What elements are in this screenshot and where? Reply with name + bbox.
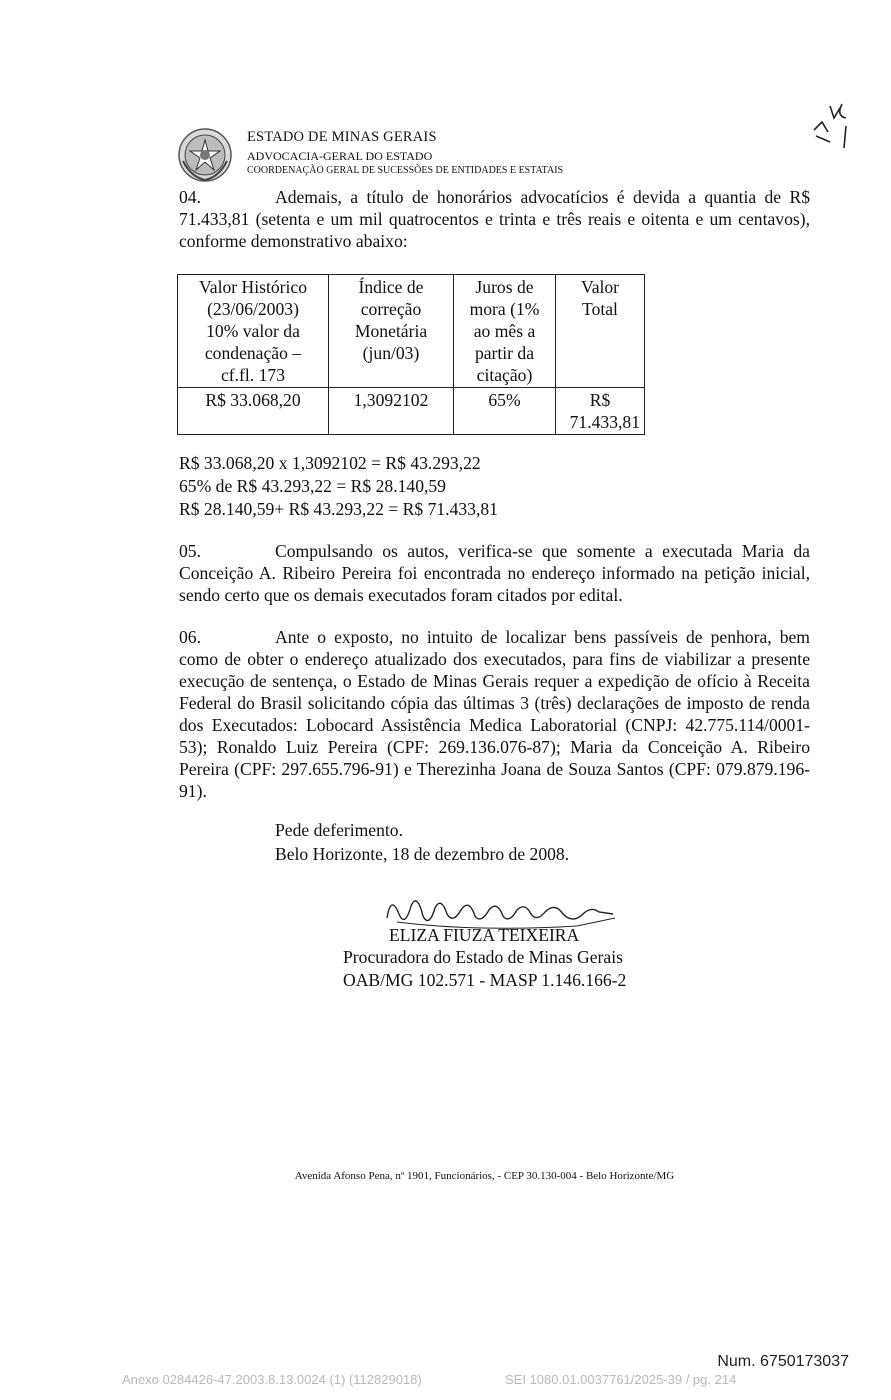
paragraph-06 bbox=[179, 626, 810, 802]
document-number-stamp: Num. 6750173037 bbox=[717, 1353, 849, 1370]
closing-request: Pede deferimento. bbox=[275, 820, 403, 840]
signatory-registration: OAB/MG 102.571 - MASP 1.146.166-2 bbox=[343, 970, 627, 990]
header-department-name: COORDENAÇÃO GERAL DE SUCESSÕES DE ENTIDADES E ESTATAIS bbox=[247, 165, 564, 176]
header-line: (jun/03) bbox=[362, 343, 420, 363]
signatory-name: ELIZA FIUZA TEIXEIRA bbox=[389, 925, 580, 945]
paragraph-number: 05. bbox=[179, 541, 201, 561]
table-cell-interest bbox=[454, 388, 556, 435]
table-header-cell bbox=[329, 275, 454, 388]
fee-calculation-table bbox=[177, 274, 645, 435]
paragraph-number: 04. bbox=[179, 187, 201, 207]
cell-line: 1,3092102 bbox=[353, 390, 429, 410]
table-header-row bbox=[178, 275, 645, 388]
sei-reference-stamp: SEI 1080.01.0037761/2025-39 / pg. 214 bbox=[505, 1372, 737, 1387]
header-line: Valor Histórico bbox=[199, 277, 307, 297]
handwritten-page-mark-icon bbox=[808, 96, 858, 152]
header-line: Índice de bbox=[358, 277, 424, 297]
cell-line: R$ bbox=[589, 390, 611, 410]
footer-address: Avenida Afonso Pena, nº 1901, Funcionários, - CEP 30.130-004 - Belo Horizonte/MG bbox=[294, 1170, 675, 1182]
paragraph-text: Ante o exposto, no intuito de localizar bens passíveis de penhora, bem como de obter o endereço atualizado dos executados, para fins de viabilizar a presente execução de sentença, o Estado de Minas Gerais requer a expedição de ofício à Receita Federal do Brasil solicitando cópia das últimas 3 (três) declarações de imposto de renda dos Executados: Lobocard Assistência Medica Laboratorial (CNPJ: 42.775.114/0001-53); Ronaldo Luiz Pereira (CPF: 269.136.076-87); Maria da Conceição A. Ribeiro Pereira (CPF: 297.655.796-91) e Therezinha Joana de Souza Santos (CPF: 079.879.196-91). bbox=[179, 627, 810, 801]
table-header-cell bbox=[454, 275, 556, 388]
header-line: 10% valor da bbox=[206, 321, 300, 341]
annex-reference-stamp: Anexo 0284426-47.2003.8.13.0024 (1) (112829018) bbox=[122, 1372, 422, 1387]
paragraph-text: Ademais, a título de honorários advocatícios é devida a quantia de R$ 71.433,81 (setenta e um mil quatrocentos e trinta e três reais e oitenta e um centavos), conforme demonstrativo abaixo: bbox=[179, 187, 810, 251]
header-line: (23/06/2003) bbox=[207, 299, 299, 319]
header-line: partir da bbox=[474, 343, 535, 363]
table-cell-total bbox=[556, 388, 645, 435]
header-line: Juros de bbox=[475, 277, 534, 297]
table-cell-historic-value bbox=[178, 388, 329, 435]
paragraph-number: 06. bbox=[179, 627, 201, 647]
signatory-role: Procuradora do Estado de Minas Gerais bbox=[343, 947, 623, 967]
cell-line: R$ 33.068,20 bbox=[205, 390, 301, 410]
calculation-line-1: R$ 33.068,20 x 1,3092102 = R$ 43.293,22 bbox=[179, 453, 481, 473]
header-agency-name: ADVOCACIA-GERAL DO ESTADO bbox=[247, 149, 433, 163]
table-header-cell bbox=[556, 275, 645, 388]
header-line: Monetária bbox=[354, 321, 428, 341]
header-line: Total bbox=[582, 299, 618, 319]
table-row bbox=[178, 388, 645, 435]
header-line: mora (1% bbox=[469, 299, 540, 319]
calculation-line-3: R$ 28.140,59+ R$ 43.293,22 = R$ 71.433,81 bbox=[179, 499, 498, 519]
paragraph-04 bbox=[179, 186, 810, 252]
header-line: correção bbox=[360, 299, 422, 319]
paragraph-05 bbox=[179, 540, 810, 606]
cell-line: 71.433,81 bbox=[569, 412, 640, 432]
header-line: Valor bbox=[580, 277, 620, 297]
header-state-name: ESTADO DE MINAS GERAIS bbox=[247, 129, 437, 145]
header-line: ao mês a bbox=[473, 321, 536, 341]
table-cell-correction-index bbox=[329, 388, 454, 435]
table-header-cell bbox=[178, 275, 329, 388]
header-line: condenação – bbox=[204, 343, 302, 363]
paragraph-text: Compulsando os autos, verifica-se que somente a executada Maria da Conceição A. Ribeiro Pereira foi encontrada no endereço informado na petição inicial, sendo certo que os demais executados foram citados por edital. bbox=[179, 541, 810, 605]
header-line: cf.fl. 173 bbox=[220, 365, 285, 385]
header-line: citação) bbox=[476, 365, 533, 385]
calculation-line-2: 65% de R$ 43.293,22 = R$ 28.140,59 bbox=[179, 476, 446, 496]
cell-line: 65% bbox=[488, 390, 521, 410]
closing-place-date: Belo Horizonte, 18 de dezembro de 2008. bbox=[275, 844, 570, 864]
coat-of-arms-seal-icon bbox=[177, 127, 233, 183]
